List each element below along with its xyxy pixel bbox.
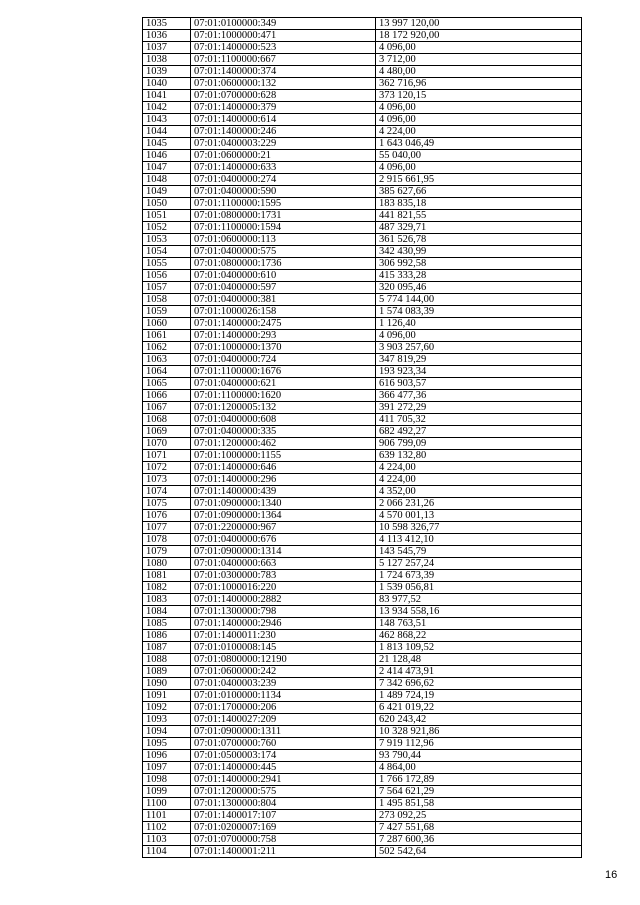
value-cell: 1 813 109,52 [376,642,582,654]
value-cell: 415 333,28 [376,270,582,282]
value-cell: 13 934 558,16 [376,606,582,618]
cadastral-number-cell: 07:01:1400000:2941 [191,774,376,786]
row-number-cell: 1103 [143,834,191,846]
row-number-cell: 1037 [143,42,191,54]
table-row [143,666,582,678]
table-row [143,702,582,714]
row-number-cell: 1045 [143,138,191,150]
value-cell: 462 868,22 [376,630,582,642]
value-cell: 2 414 473,91 [376,666,582,678]
value-cell: 373 120,15 [376,90,582,102]
cadastral-number-cell: 07:01:2200000:967 [191,522,376,534]
row-number-cell: 1086 [143,630,191,642]
cadastral-number-cell: 07:01:0400003:239 [191,678,376,690]
cadastral-number-cell: 07:01:1400000:439 [191,486,376,498]
cadastral-number-cell: 07:01:0100000:349 [191,18,376,30]
cadastral-number-cell: 07:01:0100000:1134 [191,690,376,702]
row-number-cell: 1040 [143,78,191,90]
value-cell: 487 329,71 [376,222,582,234]
table-row [143,558,582,570]
cadastral-number-cell: 07:01:0800000:12190 [191,654,376,666]
table-row [143,486,582,498]
value-cell: 4 096,00 [376,330,582,342]
value-cell: 10 598 326,77 [376,522,582,534]
cadastral-number-cell: 07:01:1700000:206 [191,702,376,714]
value-cell: 906 799,09 [376,438,582,450]
row-number-cell: 1041 [143,90,191,102]
table-row [143,102,582,114]
row-number-cell: 1049 [143,186,191,198]
value-cell: 361 526,78 [376,234,582,246]
value-cell: 4 224,00 [376,474,582,486]
value-cell: 93 790,44 [376,750,582,762]
row-number-cell: 1095 [143,738,191,750]
value-cell: 682 492,27 [376,426,582,438]
row-number-cell: 1090 [143,678,191,690]
cadastral-number-cell: 07:01:1400017:107 [191,810,376,822]
cadastral-number-cell: 07:01:1000000:1155 [191,450,376,462]
row-number-cell: 1076 [143,510,191,522]
table-row [143,678,582,690]
row-number-cell: 1056 [143,270,191,282]
table-row [143,162,582,174]
table-row [143,522,582,534]
cadastral-number-cell: 07:01:1200005:132 [191,402,376,414]
row-number-cell: 1052 [143,222,191,234]
cadastral-number-cell: 07:01:1400000:2882 [191,594,376,606]
table-row [143,42,582,54]
row-number-cell: 1096 [143,750,191,762]
value-cell: 2 915 661,95 [376,174,582,186]
value-cell: 5 127 257,24 [376,558,582,570]
table-row [143,270,582,282]
table-row [143,282,582,294]
value-cell: 391 272,29 [376,402,582,414]
row-number-cell: 1038 [143,54,191,66]
value-cell: 55 040,00 [376,150,582,162]
cadastral-number-cell: 07:01:0700000:758 [191,834,376,846]
row-number-cell: 1043 [143,114,191,126]
cadastral-number-cell: 07:01:1200000:575 [191,786,376,798]
cadastral-number-cell: 07:01:0400000:590 [191,186,376,198]
cadastral-number-cell: 07:01:0600000:21 [191,150,376,162]
row-number-cell: 1093 [143,714,191,726]
row-number-cell: 1058 [143,294,191,306]
table-body [143,18,582,858]
row-number-cell: 1054 [143,246,191,258]
value-cell: 13 997 120,00 [376,18,582,30]
row-number-cell: 1071 [143,450,191,462]
value-cell: 4 224,00 [376,126,582,138]
value-cell: 10 328 921,86 [376,726,582,738]
table-row [143,198,582,210]
cadastral-number-cell: 07:01:1400011:230 [191,630,376,642]
table-row [143,510,582,522]
table-row [143,438,582,450]
value-cell: 183 835,18 [376,198,582,210]
row-number-cell: 1070 [143,438,191,450]
row-number-cell: 1035 [143,18,191,30]
value-cell: 502 542,64 [376,846,582,858]
cadastral-number-cell: 07:01:1400000:296 [191,474,376,486]
value-cell: 4 864,00 [376,762,582,774]
value-cell: 385 627,66 [376,186,582,198]
row-number-cell: 1068 [143,414,191,426]
row-number-cell: 1089 [143,666,191,678]
table-row [143,330,582,342]
table-row [143,210,582,222]
row-number-cell: 1078 [143,534,191,546]
value-cell: 7 427 551,68 [376,822,582,834]
cadastral-number-cell: 07:01:1400000:445 [191,762,376,774]
table-row [143,234,582,246]
table-row [143,150,582,162]
row-number-cell: 1064 [143,366,191,378]
value-cell: 148 763,51 [376,618,582,630]
row-number-cell: 1067 [143,402,191,414]
value-cell: 342 430,99 [376,246,582,258]
value-cell: 1 495 851,58 [376,798,582,810]
cadastral-number-cell: 07:01:0700000:760 [191,738,376,750]
table-row [143,258,582,270]
cadastral-number-cell: 07:01:0500003:174 [191,750,376,762]
cadastral-number-cell: 07:01:0600000:113 [191,234,376,246]
table-row [143,174,582,186]
cadastral-number-cell: 07:01:1400000:374 [191,66,376,78]
table-row [143,642,582,654]
row-number-cell: 1062 [143,342,191,354]
row-number-cell: 1048 [143,174,191,186]
value-cell: 143 545,79 [376,546,582,558]
row-number-cell: 1083 [143,594,191,606]
value-cell: 4 570 001,13 [376,510,582,522]
row-number-cell: 1085 [143,618,191,630]
table-row [143,318,582,330]
cadastral-number-cell: 07:01:1400000:293 [191,330,376,342]
row-number-cell: 1097 [143,762,191,774]
cadastral-number-cell: 07:01:0400000:608 [191,414,376,426]
cadastral-number-cell: 07:01:1400000:379 [191,102,376,114]
cadastral-number-cell: 07:01:1300000:804 [191,798,376,810]
value-cell: 1 724 673,39 [376,570,582,582]
value-cell: 7 919 112,96 [376,738,582,750]
page-number: 16 [605,869,618,881]
row-number-cell: 1077 [143,522,191,534]
cadastral-number-cell: 07:01:0900000:1311 [191,726,376,738]
table-row [143,462,582,474]
cadastral-number-cell: 07:01:0400000:676 [191,534,376,546]
value-cell: 273 092,25 [376,810,582,822]
cadastral-number-cell: 07:01:1100000:667 [191,54,376,66]
cadastral-number-cell: 07:01:0600000:242 [191,666,376,678]
row-number-cell: 1104 [143,846,191,858]
row-number-cell: 1101 [143,810,191,822]
value-cell: 7 287 600,36 [376,834,582,846]
row-number-cell: 1074 [143,486,191,498]
row-number-cell: 1061 [143,330,191,342]
value-cell: 3 903 257,60 [376,342,582,354]
table-row [143,378,582,390]
table-row [143,342,582,354]
row-number-cell: 1060 [143,318,191,330]
value-cell: 2 066 231,26 [376,498,582,510]
value-cell: 1 574 083,39 [376,306,582,318]
row-number-cell: 1050 [143,198,191,210]
cadastral-number-cell: 07:01:1100000:1594 [191,222,376,234]
value-cell: 1 643 046,49 [376,138,582,150]
cadastral-number-cell: 07:01:0400000:724 [191,354,376,366]
table-row [143,750,582,762]
cadastral-number-cell: 07:01:1400000:2946 [191,618,376,630]
row-number-cell: 1057 [143,282,191,294]
table-row [143,774,582,786]
table-row [143,822,582,834]
table-row [143,426,582,438]
row-number-cell: 1079 [143,546,191,558]
table-row [143,66,582,78]
table-row [143,594,582,606]
cadastral-number-cell: 07:01:0400000:381 [191,294,376,306]
table-row [143,294,582,306]
cadastral-number-cell: 07:01:0400000:610 [191,270,376,282]
value-cell: 3 712,00 [376,54,582,66]
cadastral-number-cell: 07:01:1400000:523 [191,42,376,54]
table-row [143,246,582,258]
cadastral-number-cell: 07:01:1400000:614 [191,114,376,126]
table-row [143,570,582,582]
value-cell: 362 716,96 [376,78,582,90]
row-number-cell: 1036 [143,30,191,42]
cadastral-number-cell: 07:01:0400000:621 [191,378,376,390]
row-number-cell: 1080 [143,558,191,570]
row-number-cell: 1066 [143,390,191,402]
row-number-cell: 1053 [143,234,191,246]
cadastral-number-cell: 07:01:0600000:132 [191,78,376,90]
value-cell: 4 480,00 [376,66,582,78]
cadastral-number-cell: 07:01:1100000:1595 [191,198,376,210]
cadastral-number-cell: 07:01:0800000:1731 [191,210,376,222]
row-number-cell: 1051 [143,210,191,222]
value-cell: 441 821,55 [376,210,582,222]
row-number-cell: 1046 [143,150,191,162]
row-number-cell: 1084 [143,606,191,618]
value-cell: 7 564 621,29 [376,786,582,798]
row-number-cell: 1098 [143,774,191,786]
cadastral-number-cell: 07:01:1200000:462 [191,438,376,450]
row-number-cell: 1087 [143,642,191,654]
table-row [143,654,582,666]
cadastral-number-cell: 07:01:1100000:1676 [191,366,376,378]
value-cell: 4 224,00 [376,462,582,474]
value-cell: 639 132,80 [376,450,582,462]
table-row [143,402,582,414]
cadastral-number-cell: 07:01:0900000:1340 [191,498,376,510]
value-cell: 1 126,40 [376,318,582,330]
table-row [143,306,582,318]
cadastral-number-cell: 07:01:1000026:158 [191,306,376,318]
value-cell: 1 489 724,19 [376,690,582,702]
cadastral-number-cell: 07:01:1400000:2475 [191,318,376,330]
value-cell: 193 923,34 [376,366,582,378]
row-number-cell: 1072 [143,462,191,474]
value-cell: 4 352,00 [376,486,582,498]
table-row [143,18,582,30]
table-row [143,54,582,66]
table-row [143,798,582,810]
value-cell: 347 819,29 [376,354,582,366]
row-number-cell: 1091 [143,690,191,702]
table-row [143,366,582,378]
row-number-cell: 1063 [143,354,191,366]
table-row [143,726,582,738]
value-cell: 366 477,36 [376,390,582,402]
row-number-cell: 1094 [143,726,191,738]
cadastral-number-cell: 07:01:0800000:1736 [191,258,376,270]
table-row [143,714,582,726]
value-cell: 411 705,32 [376,414,582,426]
value-cell: 320 095,46 [376,282,582,294]
table-row [143,582,582,594]
row-number-cell: 1082 [143,582,191,594]
table-row [143,498,582,510]
table-row [143,114,582,126]
table-row [143,390,582,402]
cadastral-value-table [142,17,582,858]
table-row [143,618,582,630]
cadastral-number-cell: 07:01:0400000:575 [191,246,376,258]
value-cell: 83 977,52 [376,594,582,606]
row-number-cell: 1039 [143,66,191,78]
value-cell: 4 096,00 [376,162,582,174]
cadastral-number-cell: 07:01:0200007:169 [191,822,376,834]
cadastral-number-cell: 07:01:1000000:471 [191,30,376,42]
table-row [143,222,582,234]
value-cell: 21 128,48 [376,654,582,666]
table-row [143,834,582,846]
table-row [143,738,582,750]
value-cell: 18 172 920,00 [376,30,582,42]
value-cell: 4 096,00 [376,114,582,126]
table-row [143,414,582,426]
table-row [143,186,582,198]
table-row [143,846,582,858]
value-cell: 4 113 412,10 [376,534,582,546]
value-cell: 616 903,57 [376,378,582,390]
table-row [143,786,582,798]
cadastral-number-cell: 07:01:1100000:1620 [191,390,376,402]
table-row [143,474,582,486]
row-number-cell: 1065 [143,378,191,390]
row-number-cell: 1073 [143,474,191,486]
row-number-cell: 1047 [143,162,191,174]
value-cell: 1 539 056,81 [376,582,582,594]
cadastral-number-cell: 07:01:1400000:246 [191,126,376,138]
table-row [143,690,582,702]
row-number-cell: 1092 [143,702,191,714]
table-row [143,762,582,774]
row-number-cell: 1088 [143,654,191,666]
value-cell: 306 992,58 [376,258,582,270]
table-row [143,78,582,90]
cadastral-number-cell: 07:01:0400000:274 [191,174,376,186]
cadastral-number-cell: 07:01:0400000:663 [191,558,376,570]
value-cell: 5 774 144,00 [376,294,582,306]
row-number-cell: 1099 [143,786,191,798]
cadastral-number-cell: 07:01:1000016:220 [191,582,376,594]
cadastral-number-cell: 07:01:1400000:633 [191,162,376,174]
cadastral-number-cell: 07:01:1400000:646 [191,462,376,474]
table-row [143,30,582,42]
cadastral-number-cell: 07:01:0300000:783 [191,570,376,582]
cadastral-number-cell: 07:01:0400000:597 [191,282,376,294]
row-number-cell: 1102 [143,822,191,834]
cadastral-number-cell: 07:01:0400003:229 [191,138,376,150]
value-cell: 4 096,00 [376,102,582,114]
cadastral-number-cell: 07:01:0900000:1364 [191,510,376,522]
table-row [143,534,582,546]
cadastral-number-cell: 07:01:0900000:1314 [191,546,376,558]
cadastral-number-cell: 07:01:1400001:211 [191,846,376,858]
table-row [143,630,582,642]
row-number-cell: 1081 [143,570,191,582]
table-row [143,450,582,462]
row-number-cell: 1044 [143,126,191,138]
table-row [143,546,582,558]
table-row [143,354,582,366]
cadastral-number-cell: 07:01:0700000:628 [191,90,376,102]
value-cell: 6 421 019,22 [376,702,582,714]
row-number-cell: 1075 [143,498,191,510]
row-number-cell: 1059 [143,306,191,318]
row-number-cell: 1055 [143,258,191,270]
row-number-cell: 1100 [143,798,191,810]
value-cell: 1 766 172,89 [376,774,582,786]
value-cell: 4 096,00 [376,42,582,54]
cadastral-number-cell: 07:01:0400000:335 [191,426,376,438]
cadastral-number-cell: 07:01:1300000:798 [191,606,376,618]
cadastral-number-cell: 07:01:0100008:145 [191,642,376,654]
cadastral-number-cell: 07:01:1000000:1370 [191,342,376,354]
value-cell: 620 243,42 [376,714,582,726]
table-row [143,138,582,150]
value-cell: 7 342 696,62 [376,678,582,690]
row-number-cell: 1069 [143,426,191,438]
cadastral-number-cell: 07:01:1400027:209 [191,714,376,726]
row-number-cell: 1042 [143,102,191,114]
table-row [143,90,582,102]
table-row [143,606,582,618]
table-row [143,126,582,138]
table-row [143,810,582,822]
